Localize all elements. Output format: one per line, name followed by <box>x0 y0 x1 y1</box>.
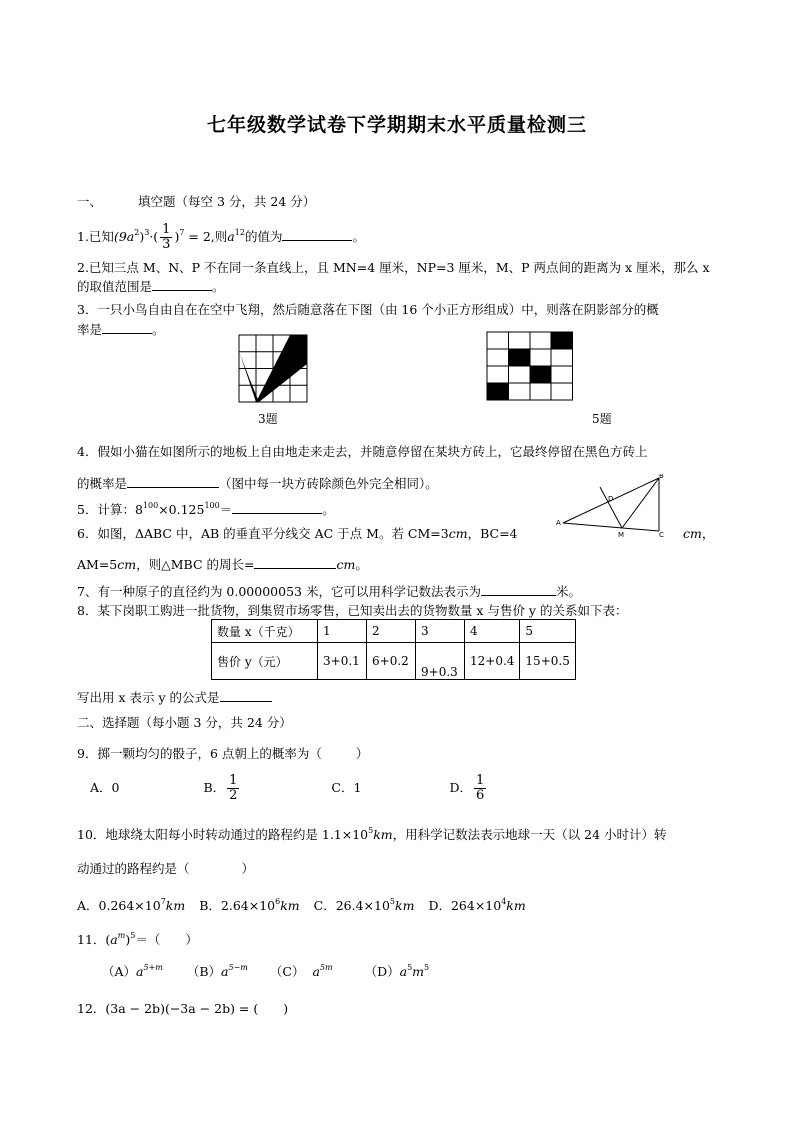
section1-heading <box>77 192 315 210</box>
label-D: D <box>608 495 614 503</box>
question-5: 5．计算：$8^{100}\times 0.125^{100}=$ 。 <box>77 501 335 517</box>
question-9-options <box>90 768 690 808</box>
table-row: 售价 y（元） 3+0.1 6+0.2 9+0.3 12+0.4 15+0.5 <box>212 643 576 680</box>
page-title: 七年级数学试卷下学期期末水平质量检测三 <box>206 114 587 136</box>
question-9: 9．掷一颗均匀的骰子，6 点朝上的概率为（ ） <box>77 746 369 761</box>
answer-blank[interactable] <box>481 583 556 596</box>
black-tile <box>551 332 573 349</box>
question-2-line2: 的取值范围是 。 <box>77 279 225 294</box>
question-10-line1: 10．地球绕太阳每小时转动通过的路程约是 $1.1\times 10^5km$，用科学记数法表示地球一天（以 24 小时计）转 <box>77 826 667 842</box>
label-C: C <box>659 531 664 539</box>
answer-blank[interactable] <box>254 556 336 569</box>
question-3-line2: 率是 。 <box>77 322 165 337</box>
question-8-formula: 写出用 x 表示 y 的公式是 <box>77 688 272 706</box>
answer-blank[interactable] <box>127 475 219 488</box>
question-2-line1: 2.已知三点 M、N、P 不在同一条直线上，且 MN=4 厘米，NP=3 厘米，M、P 两点间的距离为 x 厘米，那么 x <box>77 260 710 275</box>
answer-blank[interactable] <box>152 278 212 291</box>
table-header-row: 数量 x（千克） 1 2 3 4 5 <box>212 620 576 643</box>
question-11-options <box>102 962 429 980</box>
question-6-line1-end: cm， <box>683 526 715 541</box>
answer-blank[interactable] <box>232 501 322 514</box>
triangle-figure <box>555 474 675 540</box>
question-1: 1.已知$(9a^2)^3\cdot$( $\frac{1}{3}$ )$^7$ = 2,则$a^{12}$的值为 。 <box>77 222 365 252</box>
figure-5-caption: 5题 <box>592 412 612 426</box>
question-10-options <box>77 896 526 914</box>
label-A: A <box>556 519 561 527</box>
question-11: 11．$(a^m)^5=$（ ） <box>77 931 198 947</box>
option-c[interactable]: （C） $a^{5m}$ <box>269 963 333 979</box>
black-tile <box>509 349 531 366</box>
section1-number: 一、 <box>77 194 103 209</box>
question-6-line1: 6．如图，ΔABC 中，AB 的垂直平分线交 AC 于点 M。若 CM=3cm，BC=4 <box>77 526 518 541</box>
figure-3-grid <box>238 334 310 404</box>
option-d[interactable]: D．$264\times 10^4km$ <box>428 897 526 913</box>
option-b[interactable]: B． $\frac{1}{2}$ <box>203 773 238 803</box>
figure-3-caption: 3题 <box>258 412 278 426</box>
option-c[interactable]: C．$26.4\times 10^5km$ <box>313 897 415 913</box>
black-tile <box>530 366 552 383</box>
question-4-line2: 的概率是 （图中每一块方砖除颜色外完全相同）。 <box>77 476 438 491</box>
answer-blank[interactable] <box>282 228 352 241</box>
option-a[interactable]: A．0 <box>90 780 120 795</box>
option-c[interactable]: C．1 <box>331 780 362 795</box>
answer-blank[interactable] <box>102 321 152 334</box>
section1-title: 填空题（每空 3 分，共 24 分） <box>138 194 316 209</box>
option-b[interactable]: B．$2.64\times 10^6km$ <box>199 897 300 913</box>
price-table <box>211 619 576 680</box>
question-6-line2: AM=5cm，则△MBC 的周长= cm。 <box>77 557 368 572</box>
question-12: 12．(3a − 2b)(−3a − 2b) = ( ) <box>77 1001 289 1016</box>
question-10-line2: 动通过的路程约是（ ） <box>77 861 255 876</box>
label-B: B <box>659 474 664 480</box>
section2-heading: 二、选择题（每小题 3 分，共 24 分） <box>77 715 292 730</box>
option-a[interactable]: $(A)a^{5+m}$ <box>102 963 163 979</box>
label-M: M <box>618 531 625 539</box>
question-7: 7、有一种原子的直径约为 0.00000053 米，它可以用科学记数法表示为 米。 <box>77 584 581 599</box>
question-3-line1: 3．一只小鸟自由自在在空中飞翔，然后随意落在下图（由 16 个小正方形组成）中，则落在阴影部分的概 <box>77 302 659 317</box>
option-d[interactable]: D． $\frac{1}{6}$ <box>449 773 485 803</box>
figure-5-floor <box>486 331 574 401</box>
question-4-line1: 4．假如小猫在如图所示的地板上自由地走来走去，并随意停留在某块方砖上，它最终停留在黑色方砖上 <box>77 444 648 459</box>
option-a[interactable]: A．$0.264\times 10^7km$ <box>77 897 186 913</box>
question-8-line1: 8．某下岗职工购进一批货物，到集贸市场零售，已知卖出去的货物数量 x 与售价 y 的关系如下表： <box>77 603 628 618</box>
option-b[interactable]: $(B)a^{5-m}$ <box>186 963 248 979</box>
answer-blank[interactable] <box>220 689 272 702</box>
black-tile <box>487 383 509 400</box>
option-d[interactable]: $(D)a^5m^5$ <box>364 963 430 979</box>
fraction-one-third: $\frac{1}{3}$ <box>162 222 171 252</box>
